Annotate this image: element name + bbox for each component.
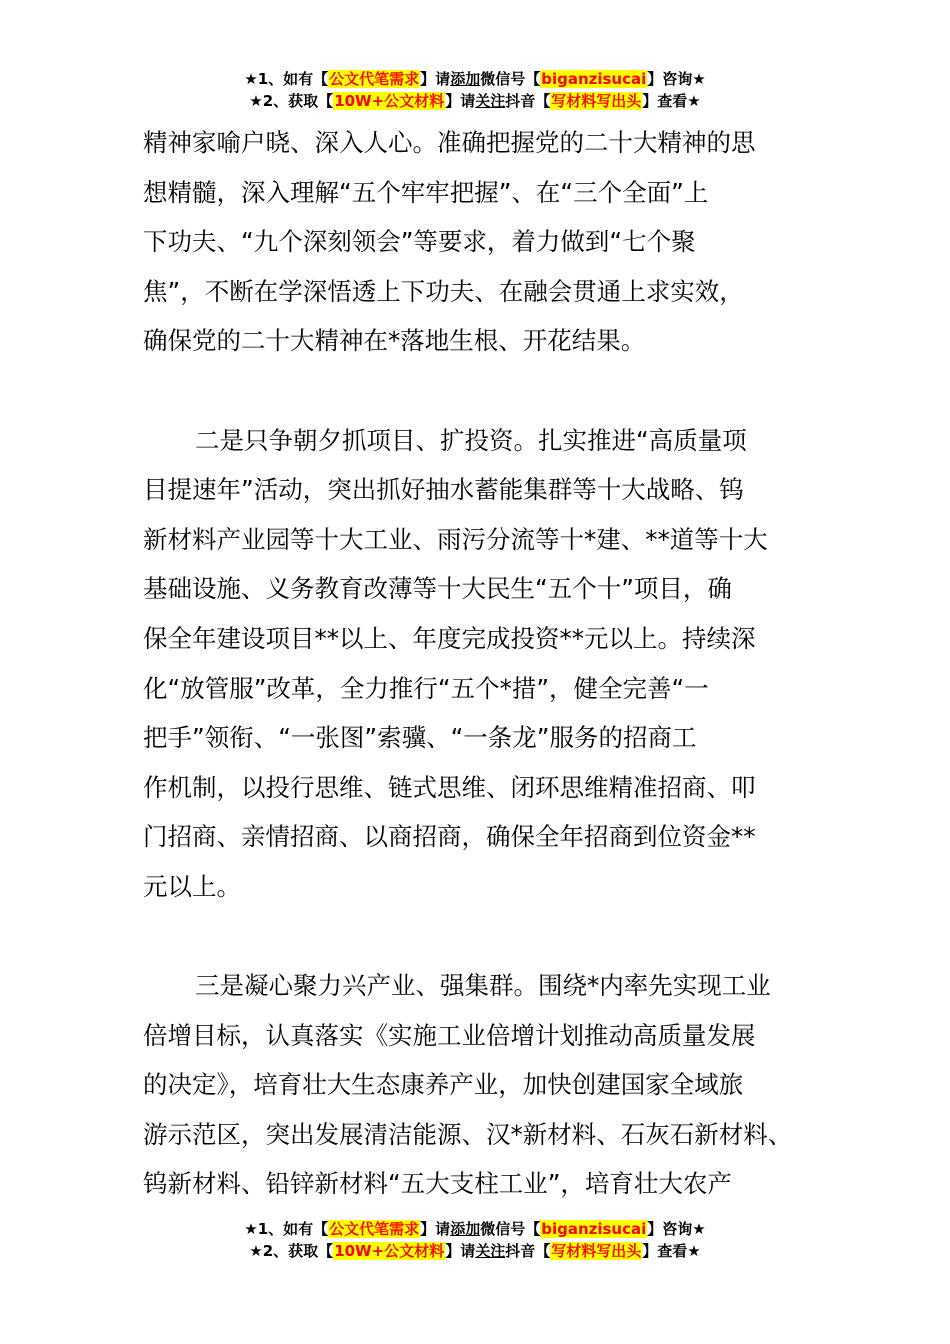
banner-text: ★1、如有【 <box>244 70 329 88</box>
text-line: 门招商、亲情招商、以商招商，确保全年招商到位资金** <box>143 822 756 852</box>
banner-text: 】请 <box>445 92 476 110</box>
banner-text: 抖音【 <box>505 1242 551 1260</box>
text-line: 精神家喻户晓、深入人心。准确把握党的二十大精神的思 <box>143 128 756 157</box>
banner-text: 】查看★ <box>642 92 701 110</box>
highlight-service: 公文代笔需求 <box>329 1220 420 1238</box>
banner-text: 】咨询★ <box>647 1220 706 1238</box>
text-line: 新材料产业园等十大工业、雨污分流等十*建、**道等十大 <box>143 524 768 554</box>
banner-text: 】查看★ <box>642 1242 701 1260</box>
text-line: 保全年建设项目**以上、年度完成投资**元以上。持续深 <box>143 623 756 653</box>
text-line: 二是只争朝夕抓项目、扩投资。扎实推进“高质量项 <box>195 425 747 455</box>
paragraph-1 <box>143 118 808 366</box>
banner-text: 抖音【 <box>505 92 551 110</box>
footer-banner <box>0 1218 950 1262</box>
banner-text: ★1、如有【 <box>244 1220 329 1238</box>
highlight-service: 公文代笔需求 <box>329 70 420 88</box>
header-banner <box>0 68 950 112</box>
highlight-wechat-id: biganzisucai <box>541 1220 647 1238</box>
banner-line-1 <box>0 1218 950 1240</box>
banner-text: 】请 <box>445 1242 476 1260</box>
banner-text: 】请 <box>420 1220 451 1238</box>
text-line: 游示范区，突出发展清洁能源、汉*新材料、石灰石新材料、 <box>143 1119 793 1149</box>
text-line: 焦”，不断在学深悟透上下功夫、在融会贯通上求实效， <box>143 276 744 306</box>
paragraph-2 <box>143 416 808 912</box>
text-line: 元以上。 <box>143 871 241 901</box>
document-body <box>143 118 808 1209</box>
highlight-materials: 10W+公文材料 <box>334 1242 445 1260</box>
banner-text: ★2、获取【 <box>249 92 334 110</box>
banner-text: 关注 <box>475 92 506 110</box>
text-line: 下功夫、“九个深刻领会”等要求，着力做到“七个聚 <box>143 227 696 257</box>
banner-line-1 <box>0 68 950 90</box>
banner-text: 微信号【 <box>480 1220 541 1238</box>
text-line: 钨新材料、铅锌新材料“五大支柱工业”，培育壮大农产 <box>143 1169 732 1199</box>
highlight-wechat-id: biganzisucai <box>541 70 647 88</box>
paragraph-gap <box>143 912 808 962</box>
banner-text: 添加 <box>450 1220 481 1238</box>
banner-line-2 <box>0 1240 950 1262</box>
banner-text: 微信号【 <box>480 70 541 88</box>
highlight-douyin: 写材料写出头 <box>551 1242 642 1260</box>
text-line: 目提速年”活动，突出抓好抽水蓄能集群等十大战略、钨 <box>143 475 744 505</box>
text-line: 倍增目标，认真落实《实施工业倍增计划推动高质量发展 <box>143 1020 756 1050</box>
paragraph-gap <box>143 366 808 416</box>
banner-text: 关注 <box>475 1242 506 1260</box>
text-line: 确保党的二十大精神在*落地生根、开花结果。 <box>143 326 646 356</box>
banner-line-2 <box>0 90 950 112</box>
text-line: 想精髓，深入理解“五个牢牢把握”、在“三个全面”上 <box>143 177 709 207</box>
text-line: 的决定》，培育壮大生态康养产业，加快创建国家全域旅 <box>143 1070 744 1100</box>
text-line: 把手”领衔、“一张图”索骥、“一条龙”服务的招商工 <box>143 723 697 753</box>
text-line: 化“放管服”改革，全力推行“五个*措”，健全完善“一 <box>143 673 709 703</box>
banner-text: 添加 <box>450 70 481 88</box>
highlight-douyin: 写材料写出头 <box>551 92 642 110</box>
paragraph-3 <box>143 961 808 1209</box>
text-line: 三是凝心聚力兴产业、强集群。围绕*内率先实现工业 <box>195 971 771 1001</box>
highlight-materials: 10W+公文材料 <box>334 92 445 110</box>
banner-text: ★2、获取【 <box>249 1242 334 1260</box>
text-line: 基础设施、义务教育改薄等十大民生“五个十”项目，确 <box>143 574 732 604</box>
banner-text: 】咨询★ <box>647 70 706 88</box>
banner-text: 】请 <box>420 70 451 88</box>
text-line: 作机制，以投行思维、链式思维、闭环思维精准招商、叩 <box>143 772 756 802</box>
